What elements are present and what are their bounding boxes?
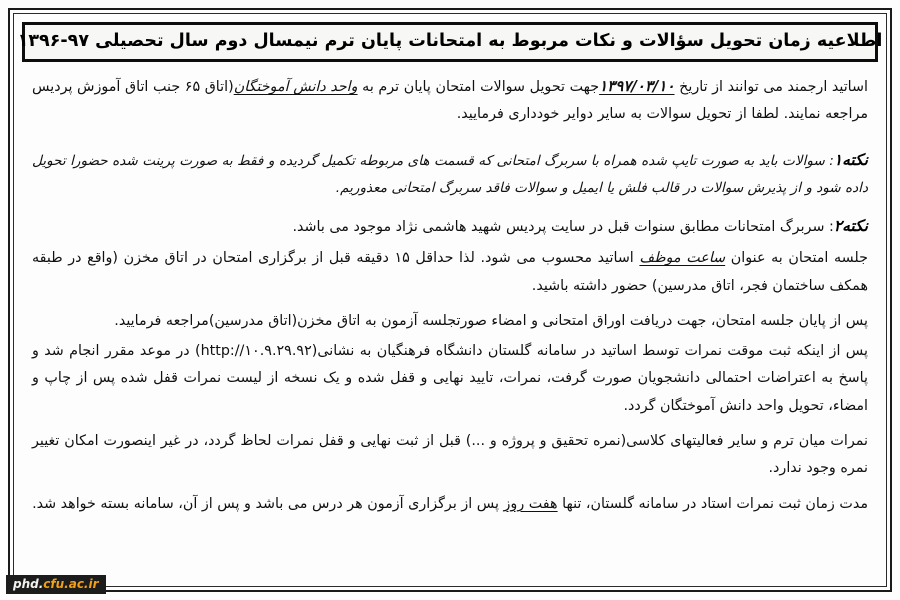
- paragraph-midterm-grades: نمرات میان ترم و سایر فعالیتهای کلاسی(نمره تحقیق و پروژه و ...) قبل از ثبت نهایی و قفل نمرات لحاظ گردد، در غیر اینصورت امکان تغییر نمره وجود ندارد.: [32, 432, 868, 477]
- graduates-unit-emphasis: واحد دانش آموختگان: [233, 79, 358, 95]
- document-body: [26, 72, 874, 560]
- paragraph-note-1: [32, 145, 868, 202]
- paragraph-after-exam: پس از پایان جلسه امتحان، جهت دریافت اوراق امتحانی و امضاء صورتجلسه آزمون به اتاق مخزن(اتاق مدرسین)مراجعه فرمایید.: [114, 313, 868, 330]
- intro-room-text: (اتاق ۶۵ جنب اتاق آموزش پردیس مراجعه نمایند. لطفا از تحویل سوالات به سایر دوایر خودداری فرمایید.: [32, 79, 868, 123]
- paragraph-grade-registration: [32, 338, 868, 420]
- paragraph-exam-session: [32, 245, 868, 300]
- submission-date: ۱۳۹۷/۰۳/۱۰: [599, 77, 675, 95]
- paragraph-intro: [32, 72, 868, 129]
- intro-text-before-date: اساتید ارجمند می توانند از تاریخ: [674, 79, 868, 95]
- page-title: اطلاعیه زمان تحویل سؤالات و نکات مربوط به امتحانات پایان ترم نیمسال دوم سال تحصیلی ۹۷-۱۳۹۶: [17, 31, 883, 52]
- title-banner: [17, 22, 883, 62]
- grade-registration-text-a: پس از اینکه ثبت موقت نمرات توسط اساتید در سامانه گلستان دانشگاه فرهنگیان به نشانی(: [311, 342, 868, 359]
- exam-session-text-a: جلسه امتحان به عنوان: [725, 250, 869, 267]
- grade-registration-text-b: ) در موعد مقرر انجام شد و پاسخ به اعتراضات احتمالی دانشجویان صورت گرفت، نمرات، تایید نهایی و قفل شده و یک نسخه از لیست نمرات قفل شده پس از چاپ و امضاء، تحویل واحد دانش آموختگان گردد.: [32, 342, 868, 414]
- intro-text-after-date: جهت تحویل سوالات امتحان پایان ترم به: [357, 79, 600, 95]
- duty-hours-emphasis: ساعت موظف: [639, 250, 726, 267]
- site-watermark: [6, 575, 106, 594]
- note-1-text: : سوالات باید به صورت تایپ شده همراه با سربرگ امتحانی که قسمت های مربوطه تکمیل گردیده و فقط به صورت پرینت شده حضورا تحویل داده شود و از پذیرش سوالات در قالب فلش یا ایمیل و سوالات فاقد سربرگ امتحانی معذوریم.: [32, 152, 868, 197]
- exam-session-text-b: اساتید محسوب می شود. لذا حداقل ۱۵ دقیقه قبل از برگزاری امتحان در اتاق مخزن (واقع در طبقه همکف ساختمان فجر، اتاق مدرسین) حضور داشته باشید.: [32, 250, 868, 294]
- note-2-label: نکته۲: [833, 216, 868, 235]
- watermark-domain: cfu.ac.ir: [43, 577, 99, 591]
- deadline-text-a: مدت زمان ثبت نمرات استاد در سامانه گلستان، تنها: [557, 495, 868, 512]
- golestan-system-url: http://۱۰.۹.۲۹.۹۲: [200, 342, 312, 359]
- paragraph-note-2: [32, 212, 868, 242]
- seven-days-emphasis: هفت روز: [503, 495, 558, 512]
- note-2-text: : سربرگ امتحانات مطابق سنوات قبل در سایت پردیس شهید هاشمی نژاد موجود می باشد.: [292, 218, 834, 235]
- deadline-text-b: پس از برگزاری آزمون هر درس می باشد و پس از آن، سامانه بسته خواهد شد.: [32, 495, 504, 512]
- watermark-prefix: phd.: [13, 577, 44, 591]
- note-1-label: نکته۱: [833, 150, 868, 169]
- paragraph-deadline: [32, 491, 868, 518]
